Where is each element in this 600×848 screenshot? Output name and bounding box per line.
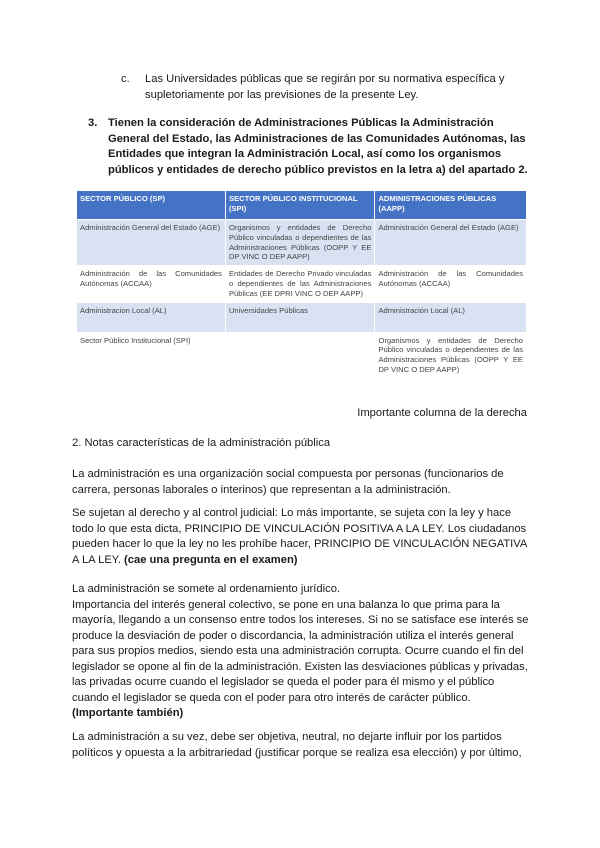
table-cell: Entidades de Derecho Privado vinculadas o dependientes de las Administraciones Públicas (EE DPRI VINC O DEP AAPP) (225, 266, 374, 302)
table-cell: Administración General del Estado (AGE) (77, 220, 226, 266)
list-label-c: c. (121, 73, 130, 85)
list-text-3: Tienen la consideración de Administraciones Públicas la Administración General del Estado, las Administraciones de las Comunidades Autónomas, las Entidades que integran la Administración Local, así como los organismos públicos y entidades de derecho público previstos en la letra a) del apartado 2. (108, 117, 528, 176)
table-header: ADMINISTRACIONES PÚBLICAS (AAPP) (375, 191, 527, 220)
table-cell: Administración de las Comunidades Autónomas (ACCAA) (375, 266, 527, 302)
paragraph-4: La administración a su vez, debe ser objetiva, neutral, no dejarte influir por los partidos políticos y opuesta a la arbitrariedad (justificar porque se realiza esa elección) y por último, (72, 731, 522, 759)
table-header-row (77, 191, 527, 220)
table-cell: Administración de las Comunidades Autónomas (ACCAA) (77, 266, 226, 302)
sector-table (76, 190, 527, 379)
table-cell: Organismos y entidades de Derecho Público vinculadas o dependientes de las Administraciones Públicas (OOPP Y EE DP VINC O DEP AAPP) (225, 220, 374, 266)
paragraph-1: La administración es una organización social compuesta por personas (funcionarios de carrera, personas laborales o interinos) que representan a la administración. (72, 468, 504, 496)
table-row (77, 302, 527, 332)
table-cell: Administracion Local (AL) (77, 302, 226, 332)
table-row (77, 220, 527, 266)
paragraph-3-first-line: La administración se somete al ordenamiento jurídico. (72, 583, 341, 595)
table-header: SECTOR PÚBLICO (SP) (77, 191, 226, 220)
paragraph-3-bold: (Importante también) (72, 707, 184, 719)
list-text-c: Las Universidades públicas que se regirán por su normativa específica y supletoriamente por las previsiones de la presente Ley. (145, 73, 505, 101)
paragraph-3-text: Importancia del interés general colectivo, se pone en una balanza lo que prima para la mayoría, llegando a un consenso entre todos los intereses. Si no se satisface ese interés se produce la desviación de poder o discordancia, la administración utiliza el interés general para sus propios medios, siendo esta una administración corrupta. Ocurre cuando el fin del legislador se opone al fin de la administración. Existen las desviaciones públicas y privadas, las privadas ocurre cuando el legislador se queda el poder para él mismo y el público cuando el legislador se queda con el poder para otro interés de carácter público. (72, 598, 529, 704)
table-cell: Universidades Públicas (225, 302, 374, 332)
table-note: Importante columna de la derecha (357, 407, 527, 419)
paragraph-2-bold: (cae una pregunta en el examen) (124, 553, 298, 566)
paragraph-2 (72, 506, 529, 568)
table-cell: Sector Público Institucional (SPI) (77, 332, 226, 378)
table-row (77, 332, 527, 378)
section-title: 2. Notas características de la administración pública (72, 437, 331, 449)
table-cell: Administración General del Estado (AGE) (375, 220, 527, 266)
list-label-3: 3. (88, 117, 98, 129)
paragraph-3 (72, 582, 529, 722)
paragraph-2-text: Se sujetan al derecho y al control judicial: Lo más importante, se sujeta con la ley y hace todo lo que esta dicta, PRINCIPIO DE VINCULACIÓN POSITIVA A LA LEY. Los ciudadanos pueden hacer lo que la ley no les prohíbe hacer, PRINCIPIO DE VINCULACIÓN NEGATIVA A LA LEY. (72, 507, 527, 566)
table-row (77, 266, 527, 302)
table-header: SECTOR PÚBLICO INSTITUCIONAL (SPI) (225, 191, 374, 220)
table-cell (225, 332, 374, 378)
table-cell: Administración Local (AL) (375, 302, 527, 332)
table-cell: Organismos y entidades de Derecho Público vinculadas o dependientes de las Administraciones Públicas (OOPP Y EE DP VINC O DEP AAPP) (375, 332, 527, 378)
